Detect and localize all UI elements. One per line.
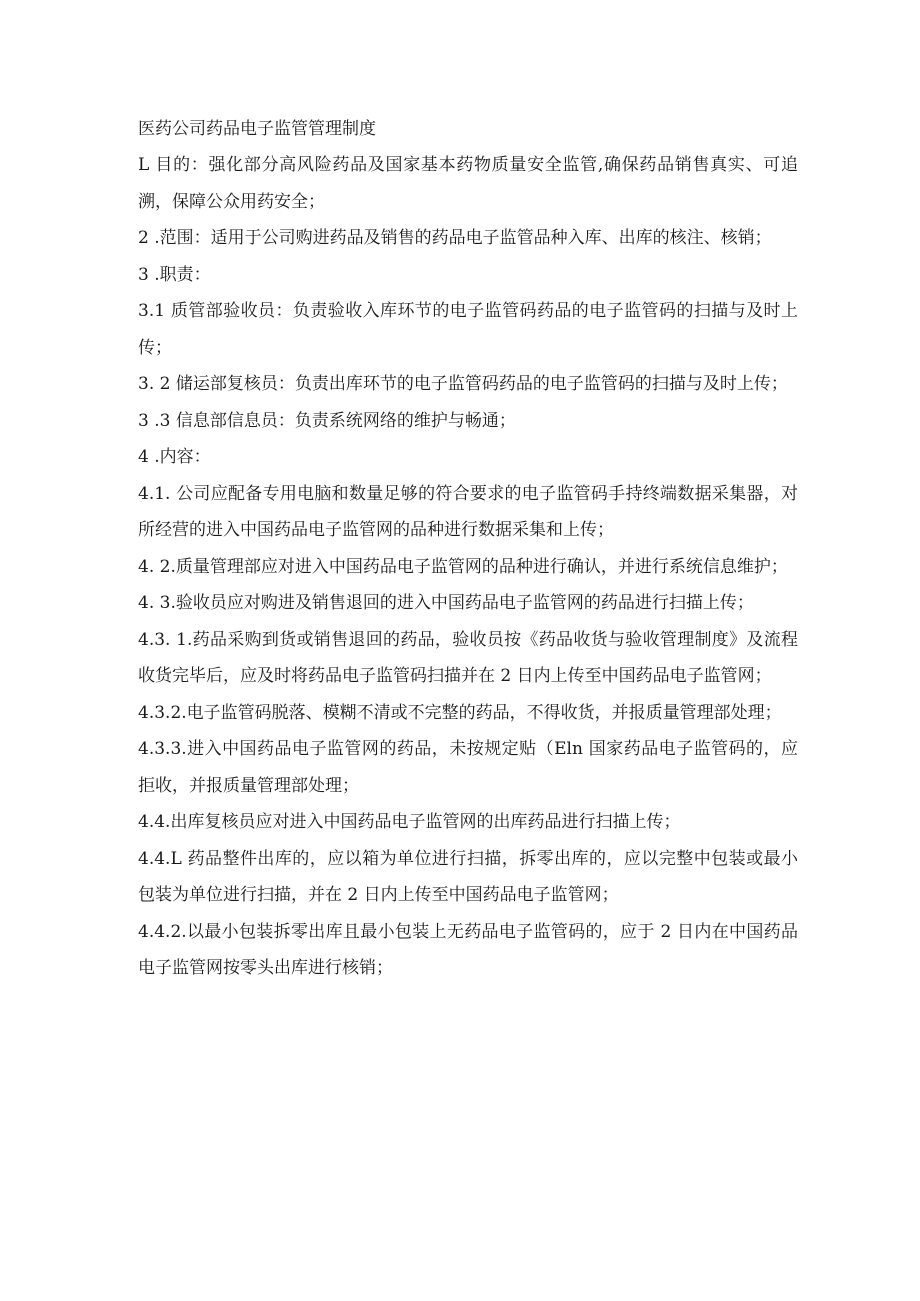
paragraph-scope: 2 .范围：适用于公司购进药品及销售的药品电子监管品种入库、出库的核注、核销； (138, 228, 772, 248)
paragraph-content-4-2: 4. 2.质量管理部应对进入中国药品电子监管网的品种进行确认，并进行系统信息维护； (138, 556, 788, 577)
paragraph-content-4-3-1: 4.3. 1.药品采购到货或销售退回的药品，验收员按《药品收货与验收管理制度》及流程收货完毕后，应及时将药品电子监管码扫描并在 2 日内上传至中国药品电子监管网； (138, 629, 798, 686)
document-body (138, 111, 798, 987)
paragraph-content-4-3-3: 4.3.3.进入中国药品电子监管网的药品，未按规定贴（Eln 国家药品电子监管码的，应拒收，并报质量管理部处理； (138, 739, 798, 796)
paragraph-duty-3-2: 3. 2 储运部复核员：负责出库环节的电子监管码药品的电子监管码的扫描与及时上传； (138, 374, 788, 394)
paragraph-content-4-4: 4.4.出库复核员应对进入中国药品电子监管网的出库药品进行扫描上传； (138, 812, 681, 832)
paragraph-content-4-4-1: 4.4.L 药品整件出库的，应以箱为单位进行扫描，拆零出库的，应以完整中包装或最小包装为单位进行扫描，并在 2 日内上传至中国药品电子监管网； (138, 848, 798, 905)
paragraph-content-4-1: 4.1. 公司应配备专用电脑和数量足够的符合要求的电子监管码手持终端数据采集器，对所经营的进入中国药品电子监管网的品种进行数据采集和上传； (138, 483, 798, 540)
paragraph-duty-3-1: 3.1 质管部验收员：负责验收入库环节的电子监管码药品的电子监管码的扫描与及时上传； (138, 301, 798, 358)
paragraph-content-heading: 4 .内容： (138, 447, 211, 467)
paragraph-content-4-3: 4. 3.验收员应对购进及销售退回的进入中国药品电子监管网的药品进行扫描上传； (138, 593, 754, 613)
paragraph-content-4-4-2: 4.4.2.以最小包装拆零出库且最小包装上无药品电子监管码的，应于 2 日内在中国药品电子监管网按零头出库进行核销； (138, 921, 798, 978)
document-title: 医药公司药品电子监管管理制度 (138, 119, 376, 139)
paragraph-content-4-3-2: 4.3.2.电子监管码脱落、模糊不清或不完整的药品，不得收货，并报质量管理部处理； (138, 702, 782, 723)
paragraph-duty-3-3: 3 .3 信息部信息员：负责系统网络的维护与畅通； (138, 410, 516, 431)
paragraph-duties-heading: 3 .职责： (138, 264, 211, 285)
paragraph-purpose: L 目的：强化部分高风险药品及国家基本药物质量安全监管,确保药品销售真实、可追溯，保障公众用药安全； (138, 155, 798, 212)
